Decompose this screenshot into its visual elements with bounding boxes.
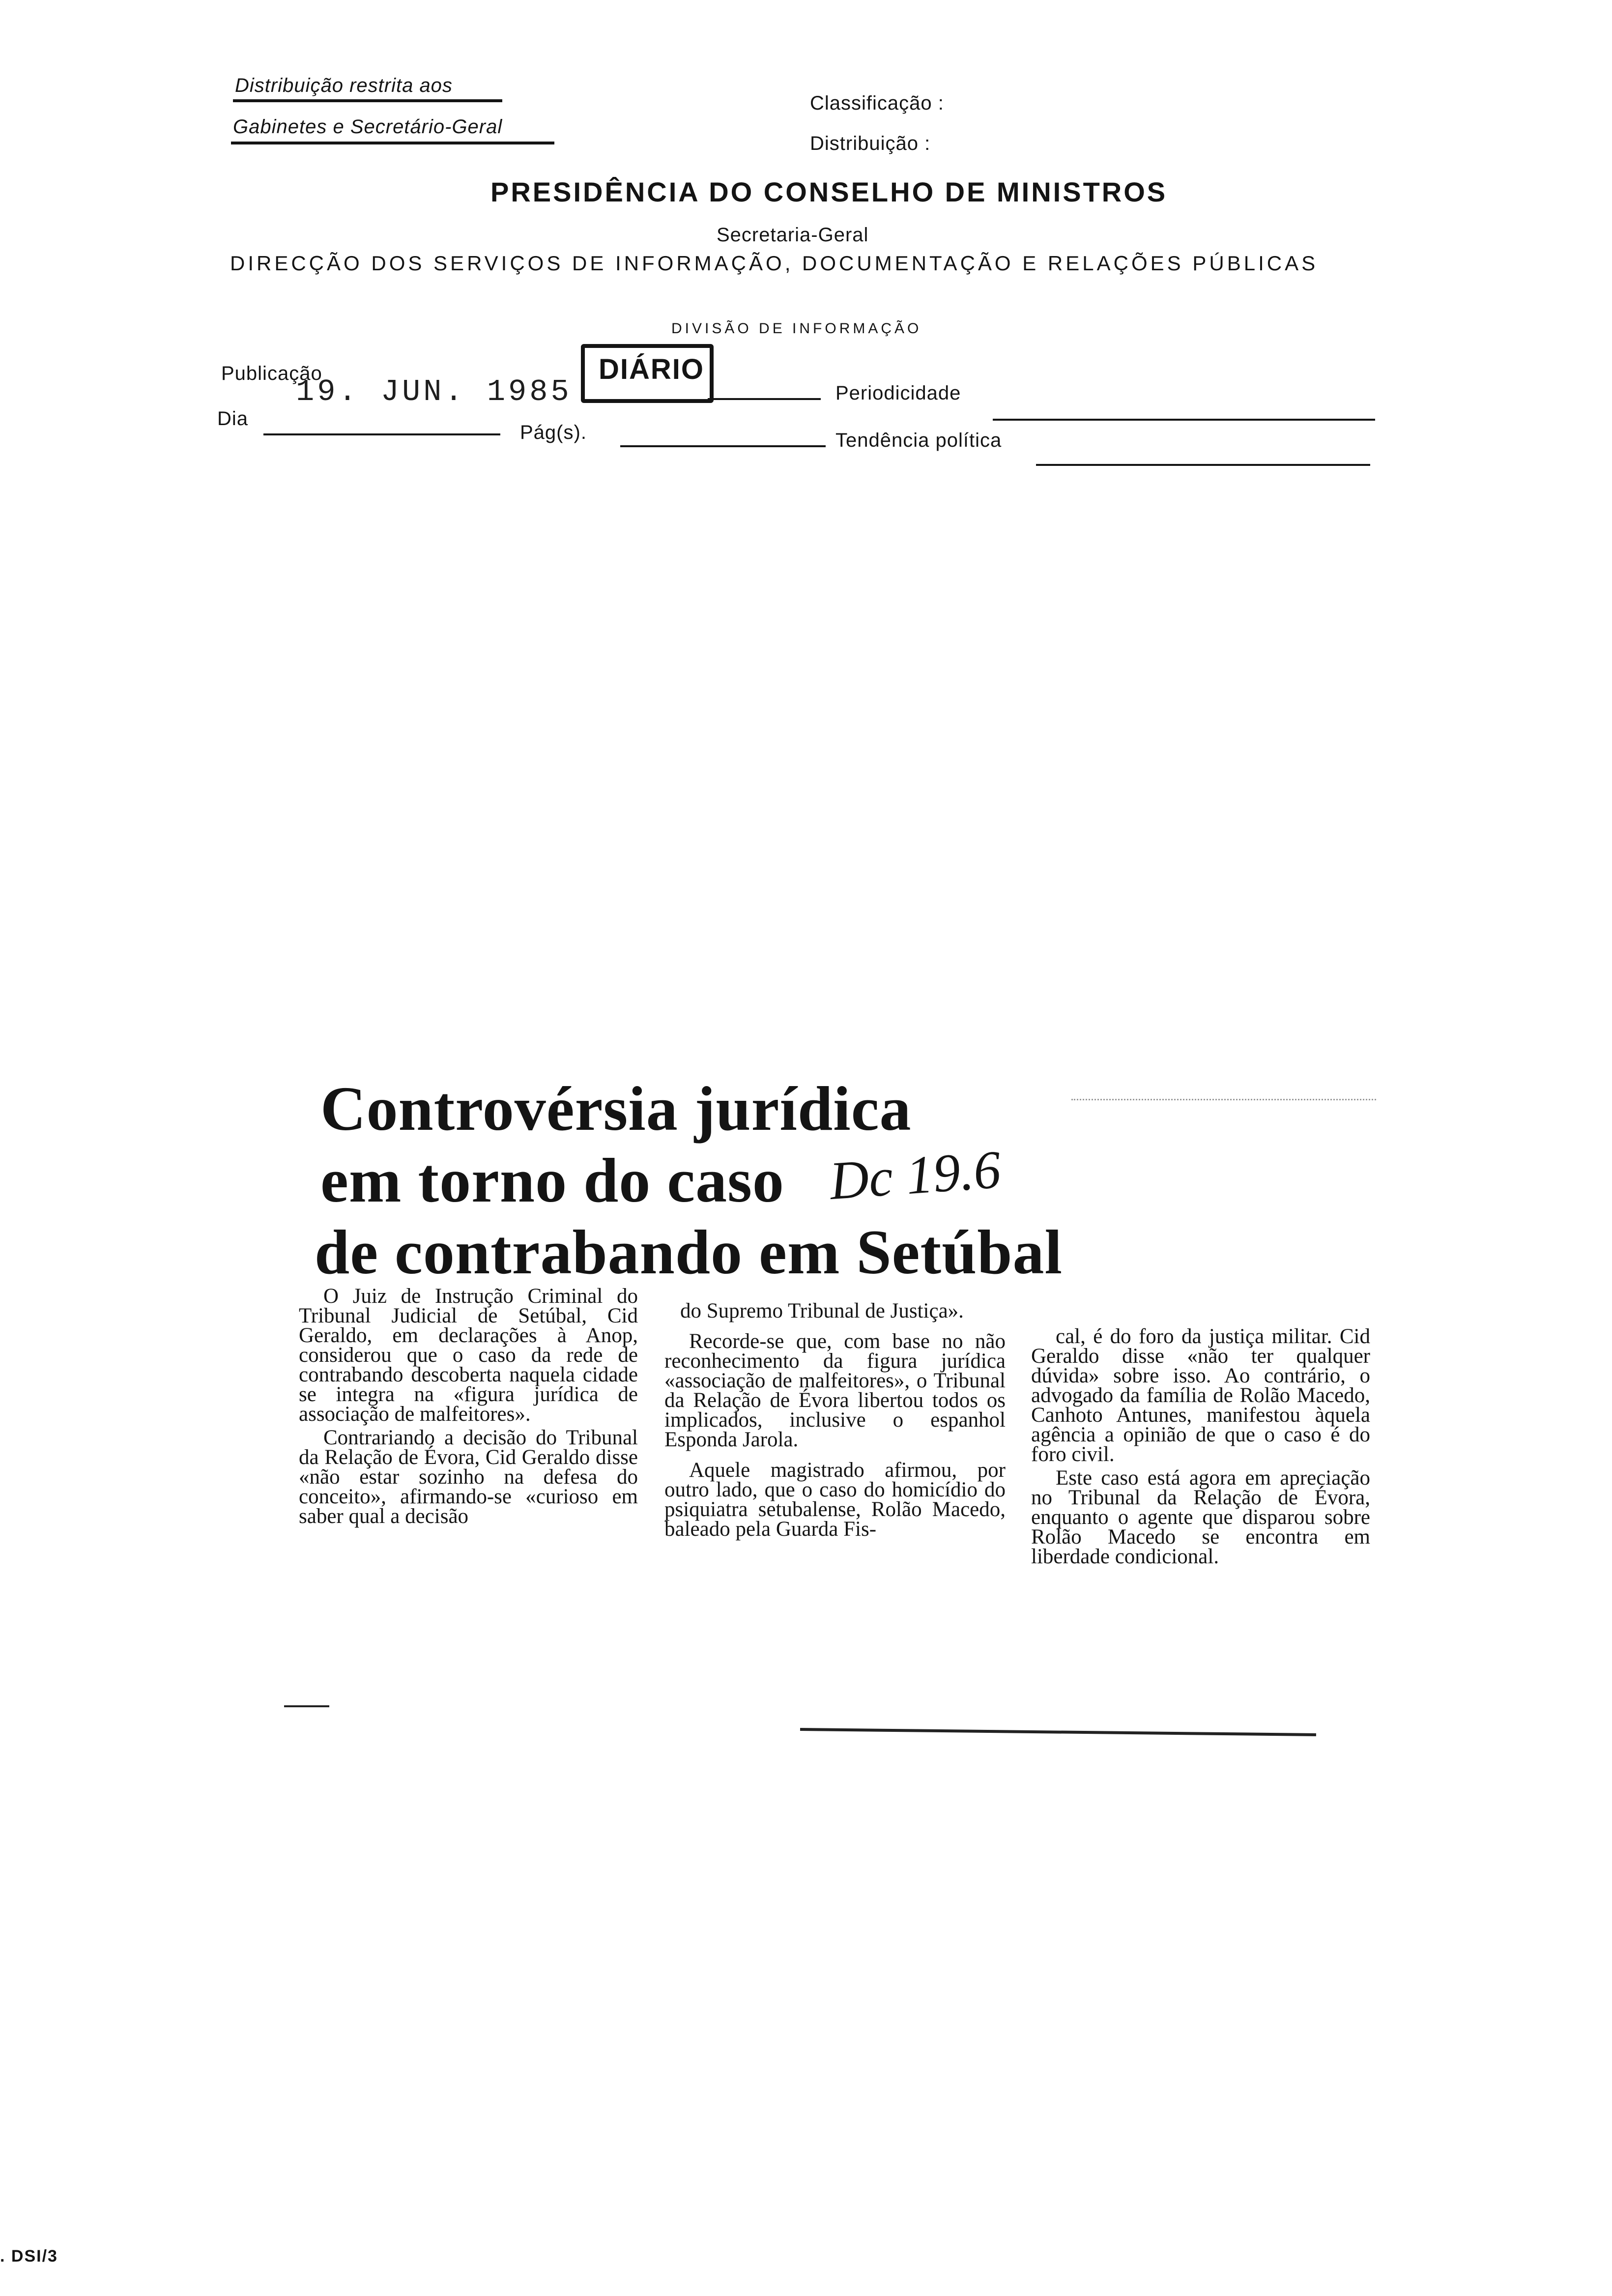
day-line [263,433,500,435]
political-line [1036,464,1370,466]
political-label: Tendência política [835,430,1002,451]
headline-line-1: Controvérsia jurídica [320,1074,912,1144]
column-3-paragraph-2: Este caso está agora em apreciação no Tribunal da Relação de Évora, enquanto o agente que disparou sobre Rolão Macedo se encontra em liberdade condicional. [1031,1466,1370,1568]
distribution-label: Distribuição : [810,133,931,154]
article-column-3 [1031,1327,1370,1567]
clipping-edge-bottom [800,1728,1316,1736]
day-label: Dia [217,408,249,430]
pages-line [620,445,826,447]
clipping-edge-top [1071,1099,1376,1100]
publication-line [708,398,821,400]
article-column-1 [299,1287,638,1526]
restriction-underline-1 [233,99,502,102]
column-1-paragraph-1: O Juiz de Instrução Criminal do Tribunal Judicial de Setúbal, Cid Geraldo, em declarações à Anop, considerou que o caso da rede de contrabando descoberta naquela cidade se integra na «figura jurídica de associação de malfeitores». [299,1285,638,1426]
division-name: DIVISÃO DE INFORMAÇÃO [671,320,922,337]
form-code: . DSI/3 [0,2247,58,2266]
date-stamp: 19. JUN. 1985 [296,374,572,409]
restriction-line-1: Distribuição restrita aos [235,75,453,96]
column-2-paragraph-3: Aquele magistrado afirmou, por outro lado, que o caso do homicídio do psiquiatra setubalense, Rolão Macedo, baleado pela Guarda Fis- [664,1459,1006,1541]
column-2-paragraph-2: Recorde-se que, com base no não reconhecimento da figura jurídica «associação de malfeitores», o Tribunal da Relação de Évora libertou todos os implicados, inclusive o espanhol Esponda Jarola. [664,1330,1006,1451]
headline-line-2: em torno do caso [320,1146,784,1215]
pages-label: Pág(s). [520,422,587,443]
column-1-paragraph-2: Contrariando a decisão do Tribunal da Relação de Évora, Cid Geraldo disse «não estar sozinho na defesa do conceito», afirmando-se «curioso em saber qual a decisão [299,1426,638,1528]
classification-label: Classificação : [810,92,944,114]
periodicity-line [993,419,1375,421]
publication-stamp: DIÁRIO [599,353,704,385]
document-subtitle: Secretaria-Geral [717,224,869,246]
publication-label: Publicação [221,363,322,384]
clipping-edge-left [284,1705,329,1707]
department-name: DIRECÇÃO DOS SERVIÇOS DE INFORMAÇÃO, DOCUMENTAÇÃO E RELAÇÕES PÚBLICAS [230,252,1319,275]
article-column-2 [664,1301,1006,1539]
handwritten-note: Dc 19.6 [828,1139,1003,1211]
restriction-underline-2 [231,142,554,144]
headline-line-3: de contrabando em Setúbal [315,1217,1063,1287]
restriction-line-2: Gabinetes e Secretário-Geral [233,116,503,138]
document-title: PRESIDÊNCIA DO CONSELHO DE MINISTROS [490,176,1168,207]
column-3-paragraph-1: cal, é do foro da justiça militar. Cid Geraldo disse «não ter qualquer dúvida» sobre isso. Ao contrário, o advogado da família de Rolão Macedo, Canhoto Antunes, manifestou àquela agência a opinião de que o caso é do foro civil. [1031,1325,1370,1466]
periodicity-label: Periodicidade [835,382,961,404]
column-2-paragraph-1: do Supremo Tribunal de Justiça». [680,1299,964,1322]
